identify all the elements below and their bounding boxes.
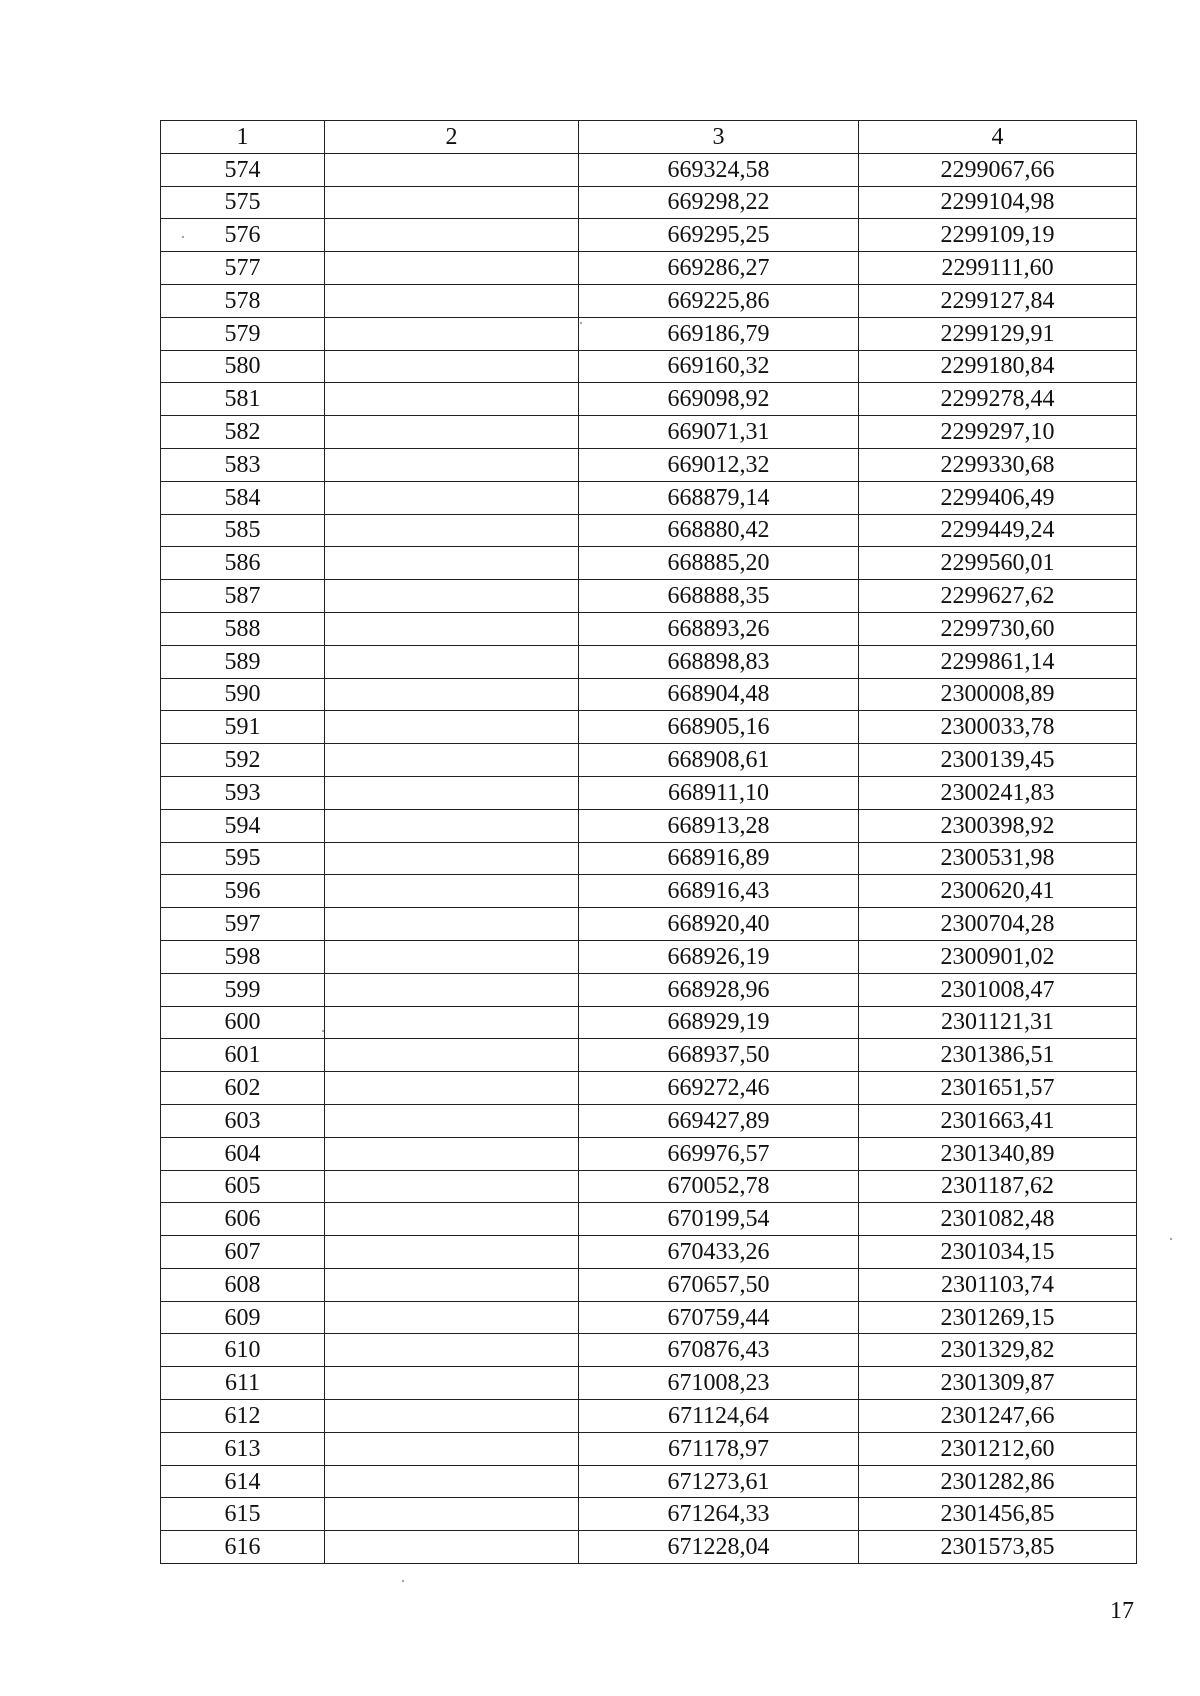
empty-cell xyxy=(325,1072,579,1105)
x-coordinate-cell: 668898,83 xyxy=(579,645,859,678)
x-coordinate-cell: 670052,78 xyxy=(579,1170,859,1203)
empty-cell xyxy=(325,875,579,908)
point-number-cell: 589 xyxy=(161,645,325,678)
point-number-cell: 607 xyxy=(161,1236,325,1269)
x-coordinate-cell: 668885,20 xyxy=(579,547,859,580)
empty-cell xyxy=(325,908,579,941)
empty-cell xyxy=(325,744,579,777)
empty-cell xyxy=(325,776,579,809)
x-coordinate-cell: 668888,35 xyxy=(579,580,859,613)
coordinates-table xyxy=(160,120,1137,1564)
x-coordinate-cell: 668928,96 xyxy=(579,973,859,1006)
x-coordinate-cell: 671273,61 xyxy=(579,1465,859,1498)
point-number-cell: 577 xyxy=(161,252,325,285)
table-row xyxy=(161,219,1137,252)
empty-cell xyxy=(325,842,579,875)
table-row xyxy=(161,1104,1137,1137)
y-coordinate-cell: 2301651,57 xyxy=(859,1072,1137,1105)
table-row xyxy=(161,973,1137,1006)
x-coordinate-cell: 668905,16 xyxy=(579,711,859,744)
table-row xyxy=(161,153,1137,186)
table-body xyxy=(161,153,1137,1563)
y-coordinate-cell: 2300704,28 xyxy=(859,908,1137,941)
point-number-cell: 608 xyxy=(161,1268,325,1301)
table-row xyxy=(161,612,1137,645)
point-number-cell: 590 xyxy=(161,678,325,711)
table-row xyxy=(161,547,1137,580)
point-number-cell: 604 xyxy=(161,1137,325,1170)
point-number-cell: 581 xyxy=(161,383,325,416)
table-row xyxy=(161,1236,1137,1269)
empty-cell xyxy=(325,547,579,580)
empty-cell xyxy=(325,1006,579,1039)
y-coordinate-cell: 2299129,91 xyxy=(859,317,1137,350)
table-row xyxy=(161,875,1137,908)
empty-cell xyxy=(325,1367,579,1400)
column-header-2: 2 xyxy=(325,121,579,154)
header-row xyxy=(161,121,1137,154)
point-number-cell: 615 xyxy=(161,1498,325,1531)
x-coordinate-cell: 669295,25 xyxy=(579,219,859,252)
table-row xyxy=(161,186,1137,219)
table-row xyxy=(161,1367,1137,1400)
scan-speck xyxy=(182,236,184,238)
point-number-cell: 605 xyxy=(161,1170,325,1203)
x-coordinate-cell: 668916,43 xyxy=(579,875,859,908)
table-row xyxy=(161,1465,1137,1498)
y-coordinate-cell: 2301386,51 xyxy=(859,1039,1137,1072)
x-coordinate-cell: 669976,57 xyxy=(579,1137,859,1170)
x-coordinate-cell: 668893,26 xyxy=(579,612,859,645)
table-row xyxy=(161,776,1137,809)
table-row xyxy=(161,809,1137,842)
y-coordinate-cell: 2300531,98 xyxy=(859,842,1137,875)
y-coordinate-cell: 2299278,44 xyxy=(859,383,1137,416)
table-row xyxy=(161,1498,1137,1531)
empty-cell xyxy=(325,809,579,842)
y-coordinate-cell: 2299861,14 xyxy=(859,645,1137,678)
point-number-cell: 594 xyxy=(161,809,325,842)
x-coordinate-cell: 669286,27 xyxy=(579,252,859,285)
point-number-cell: 576 xyxy=(161,219,325,252)
x-coordinate-cell: 669272,46 xyxy=(579,1072,859,1105)
table-row xyxy=(161,678,1137,711)
empty-cell xyxy=(325,1236,579,1269)
x-coordinate-cell: 668913,28 xyxy=(579,809,859,842)
y-coordinate-cell: 2299330,68 xyxy=(859,448,1137,481)
y-coordinate-cell: 2301121,31 xyxy=(859,1006,1137,1039)
point-number-cell: 611 xyxy=(161,1367,325,1400)
table-row xyxy=(161,1170,1137,1203)
point-number-cell: 588 xyxy=(161,612,325,645)
empty-cell xyxy=(325,416,579,449)
y-coordinate-cell: 2299109,19 xyxy=(859,219,1137,252)
table-row xyxy=(161,842,1137,875)
table-row xyxy=(161,1072,1137,1105)
x-coordinate-cell: 668879,14 xyxy=(579,481,859,514)
y-coordinate-cell: 2300033,78 xyxy=(859,711,1137,744)
empty-cell xyxy=(325,1203,579,1236)
column-header-1: 1 xyxy=(161,121,325,154)
x-coordinate-cell: 671264,33 xyxy=(579,1498,859,1531)
empty-cell xyxy=(325,1301,579,1334)
table-row xyxy=(161,350,1137,383)
empty-cell xyxy=(325,481,579,514)
y-coordinate-cell: 2299180,84 xyxy=(859,350,1137,383)
y-coordinate-cell: 2301212,60 xyxy=(859,1432,1137,1465)
x-coordinate-cell: 669298,22 xyxy=(579,186,859,219)
table-row xyxy=(161,284,1137,317)
empty-cell xyxy=(325,186,579,219)
point-number-cell: 583 xyxy=(161,448,325,481)
scan-speck xyxy=(1170,1238,1172,1240)
x-coordinate-cell: 668880,42 xyxy=(579,514,859,547)
x-coordinate-cell: 669225,86 xyxy=(579,284,859,317)
y-coordinate-cell: 2300008,89 xyxy=(859,678,1137,711)
scan-speck xyxy=(580,322,582,324)
empty-cell xyxy=(325,153,579,186)
point-number-cell: 610 xyxy=(161,1334,325,1367)
point-number-cell: 609 xyxy=(161,1301,325,1334)
point-number-cell: 591 xyxy=(161,711,325,744)
x-coordinate-cell: 670759,44 xyxy=(579,1301,859,1334)
x-coordinate-cell: 670876,43 xyxy=(579,1334,859,1367)
point-number-cell: 616 xyxy=(161,1531,325,1564)
point-number-cell: 606 xyxy=(161,1203,325,1236)
table-row xyxy=(161,481,1137,514)
table-row xyxy=(161,416,1137,449)
scan-speck xyxy=(322,1030,324,1032)
empty-cell xyxy=(325,350,579,383)
empty-cell xyxy=(325,1400,579,1433)
table-row xyxy=(161,252,1137,285)
y-coordinate-cell: 2301329,82 xyxy=(859,1334,1137,1367)
empty-cell xyxy=(325,219,579,252)
x-coordinate-cell: 670657,50 xyxy=(579,1268,859,1301)
empty-cell xyxy=(325,514,579,547)
point-number-cell: 596 xyxy=(161,875,325,908)
point-number-cell: 580 xyxy=(161,350,325,383)
empty-cell xyxy=(325,1104,579,1137)
y-coordinate-cell: 2301456,85 xyxy=(859,1498,1137,1531)
table-row xyxy=(161,514,1137,547)
y-coordinate-cell: 2299297,10 xyxy=(859,416,1137,449)
point-number-cell: 593 xyxy=(161,776,325,809)
y-coordinate-cell: 2300901,02 xyxy=(859,940,1137,973)
y-coordinate-cell: 2301309,87 xyxy=(859,1367,1137,1400)
empty-cell xyxy=(325,973,579,1006)
table-row xyxy=(161,1039,1137,1072)
table-row xyxy=(161,317,1137,350)
point-number-cell: 582 xyxy=(161,416,325,449)
y-coordinate-cell: 2299067,66 xyxy=(859,153,1137,186)
empty-cell xyxy=(325,1170,579,1203)
table-row xyxy=(161,1268,1137,1301)
empty-cell xyxy=(325,252,579,285)
x-coordinate-cell: 671178,97 xyxy=(579,1432,859,1465)
point-number-cell: 601 xyxy=(161,1039,325,1072)
point-number-cell: 585 xyxy=(161,514,325,547)
x-coordinate-cell: 669071,31 xyxy=(579,416,859,449)
table-row xyxy=(161,1137,1137,1170)
column-header-3: 3 xyxy=(579,121,859,154)
x-coordinate-cell: 668908,61 xyxy=(579,744,859,777)
empty-cell xyxy=(325,678,579,711)
point-number-cell: 614 xyxy=(161,1465,325,1498)
y-coordinate-cell: 2301247,66 xyxy=(859,1400,1137,1433)
empty-cell xyxy=(325,612,579,645)
x-coordinate-cell: 668929,19 xyxy=(579,1006,859,1039)
y-coordinate-cell: 2301340,89 xyxy=(859,1137,1137,1170)
x-coordinate-cell: 668916,89 xyxy=(579,842,859,875)
table-row xyxy=(161,580,1137,613)
empty-cell xyxy=(325,1465,579,1498)
y-coordinate-cell: 2299111,60 xyxy=(859,252,1137,285)
point-number-cell: 597 xyxy=(161,908,325,941)
y-coordinate-cell: 2300398,92 xyxy=(859,809,1137,842)
empty-cell xyxy=(325,940,579,973)
x-coordinate-cell: 671124,64 xyxy=(579,1400,859,1433)
table-row xyxy=(161,744,1137,777)
y-coordinate-cell: 2300620,41 xyxy=(859,875,1137,908)
x-coordinate-cell: 669427,89 xyxy=(579,1104,859,1137)
x-coordinate-cell: 669160,32 xyxy=(579,350,859,383)
point-number-cell: 574 xyxy=(161,153,325,186)
x-coordinate-cell: 669324,58 xyxy=(579,153,859,186)
x-coordinate-cell: 670199,54 xyxy=(579,1203,859,1236)
empty-cell xyxy=(325,448,579,481)
x-coordinate-cell: 668920,40 xyxy=(579,908,859,941)
y-coordinate-cell: 2299627,62 xyxy=(859,580,1137,613)
y-coordinate-cell: 2299104,98 xyxy=(859,186,1137,219)
table-row xyxy=(161,940,1137,973)
x-coordinate-cell: 669098,92 xyxy=(579,383,859,416)
y-coordinate-cell: 2301282,86 xyxy=(859,1465,1137,1498)
point-number-cell: 587 xyxy=(161,580,325,613)
point-number-cell: 578 xyxy=(161,284,325,317)
empty-cell xyxy=(325,645,579,678)
table-row xyxy=(161,645,1137,678)
empty-cell xyxy=(325,1334,579,1367)
x-coordinate-cell: 671228,04 xyxy=(579,1531,859,1564)
empty-cell xyxy=(325,383,579,416)
table-row xyxy=(161,908,1137,941)
empty-cell xyxy=(325,1137,579,1170)
point-number-cell: 592 xyxy=(161,744,325,777)
x-coordinate-cell: 670433,26 xyxy=(579,1236,859,1269)
point-number-cell: 579 xyxy=(161,317,325,350)
y-coordinate-cell: 2299127,84 xyxy=(859,284,1137,317)
point-number-cell: 575 xyxy=(161,186,325,219)
x-coordinate-cell: 669186,79 xyxy=(579,317,859,350)
page-number: 17 xyxy=(1110,1598,1134,1624)
table-row xyxy=(161,448,1137,481)
empty-cell xyxy=(325,1039,579,1072)
table-header xyxy=(161,121,1137,154)
point-number-cell: 586 xyxy=(161,547,325,580)
table-row xyxy=(161,1006,1137,1039)
point-number-cell: 595 xyxy=(161,842,325,875)
empty-cell xyxy=(325,1498,579,1531)
y-coordinate-cell: 2299406,49 xyxy=(859,481,1137,514)
empty-cell xyxy=(325,1531,579,1564)
empty-cell xyxy=(325,284,579,317)
y-coordinate-cell: 2300241,83 xyxy=(859,776,1137,809)
x-coordinate-cell: 668911,10 xyxy=(579,776,859,809)
scan-speck xyxy=(402,1580,404,1582)
x-coordinate-cell: 668904,48 xyxy=(579,678,859,711)
point-number-cell: 603 xyxy=(161,1104,325,1137)
point-number-cell: 584 xyxy=(161,481,325,514)
y-coordinate-cell: 2301573,85 xyxy=(859,1531,1137,1564)
y-coordinate-cell: 2299449,24 xyxy=(859,514,1137,547)
table-row xyxy=(161,1334,1137,1367)
table-row xyxy=(161,711,1137,744)
point-number-cell: 599 xyxy=(161,973,325,1006)
y-coordinate-cell: 2301187,62 xyxy=(859,1170,1137,1203)
y-coordinate-cell: 2299560,01 xyxy=(859,547,1137,580)
x-coordinate-cell: 668926,19 xyxy=(579,940,859,973)
empty-cell xyxy=(325,317,579,350)
empty-cell xyxy=(325,1432,579,1465)
point-number-cell: 602 xyxy=(161,1072,325,1105)
y-coordinate-cell: 2301008,47 xyxy=(859,973,1137,1006)
table-row xyxy=(161,383,1137,416)
y-coordinate-cell: 2300139,45 xyxy=(859,744,1137,777)
empty-cell xyxy=(325,1268,579,1301)
point-number-cell: 600 xyxy=(161,1006,325,1039)
y-coordinate-cell: 2301082,48 xyxy=(859,1203,1137,1236)
point-number-cell: 612 xyxy=(161,1400,325,1433)
column-header-4: 4 xyxy=(859,121,1137,154)
table-row xyxy=(161,1432,1137,1465)
y-coordinate-cell: 2299730,60 xyxy=(859,612,1137,645)
table-row xyxy=(161,1531,1137,1564)
x-coordinate-cell: 669012,32 xyxy=(579,448,859,481)
x-coordinate-cell: 668937,50 xyxy=(579,1039,859,1072)
y-coordinate-cell: 2301663,41 xyxy=(859,1104,1137,1137)
point-number-cell: 598 xyxy=(161,940,325,973)
empty-cell xyxy=(325,580,579,613)
table-row xyxy=(161,1301,1137,1334)
y-coordinate-cell: 2301034,15 xyxy=(859,1236,1137,1269)
y-coordinate-cell: 2301103,74 xyxy=(859,1268,1137,1301)
table-row xyxy=(161,1400,1137,1433)
empty-cell xyxy=(325,711,579,744)
x-coordinate-cell: 671008,23 xyxy=(579,1367,859,1400)
table-row xyxy=(161,1203,1137,1236)
y-coordinate-cell: 2301269,15 xyxy=(859,1301,1137,1334)
point-number-cell: 613 xyxy=(161,1432,325,1465)
